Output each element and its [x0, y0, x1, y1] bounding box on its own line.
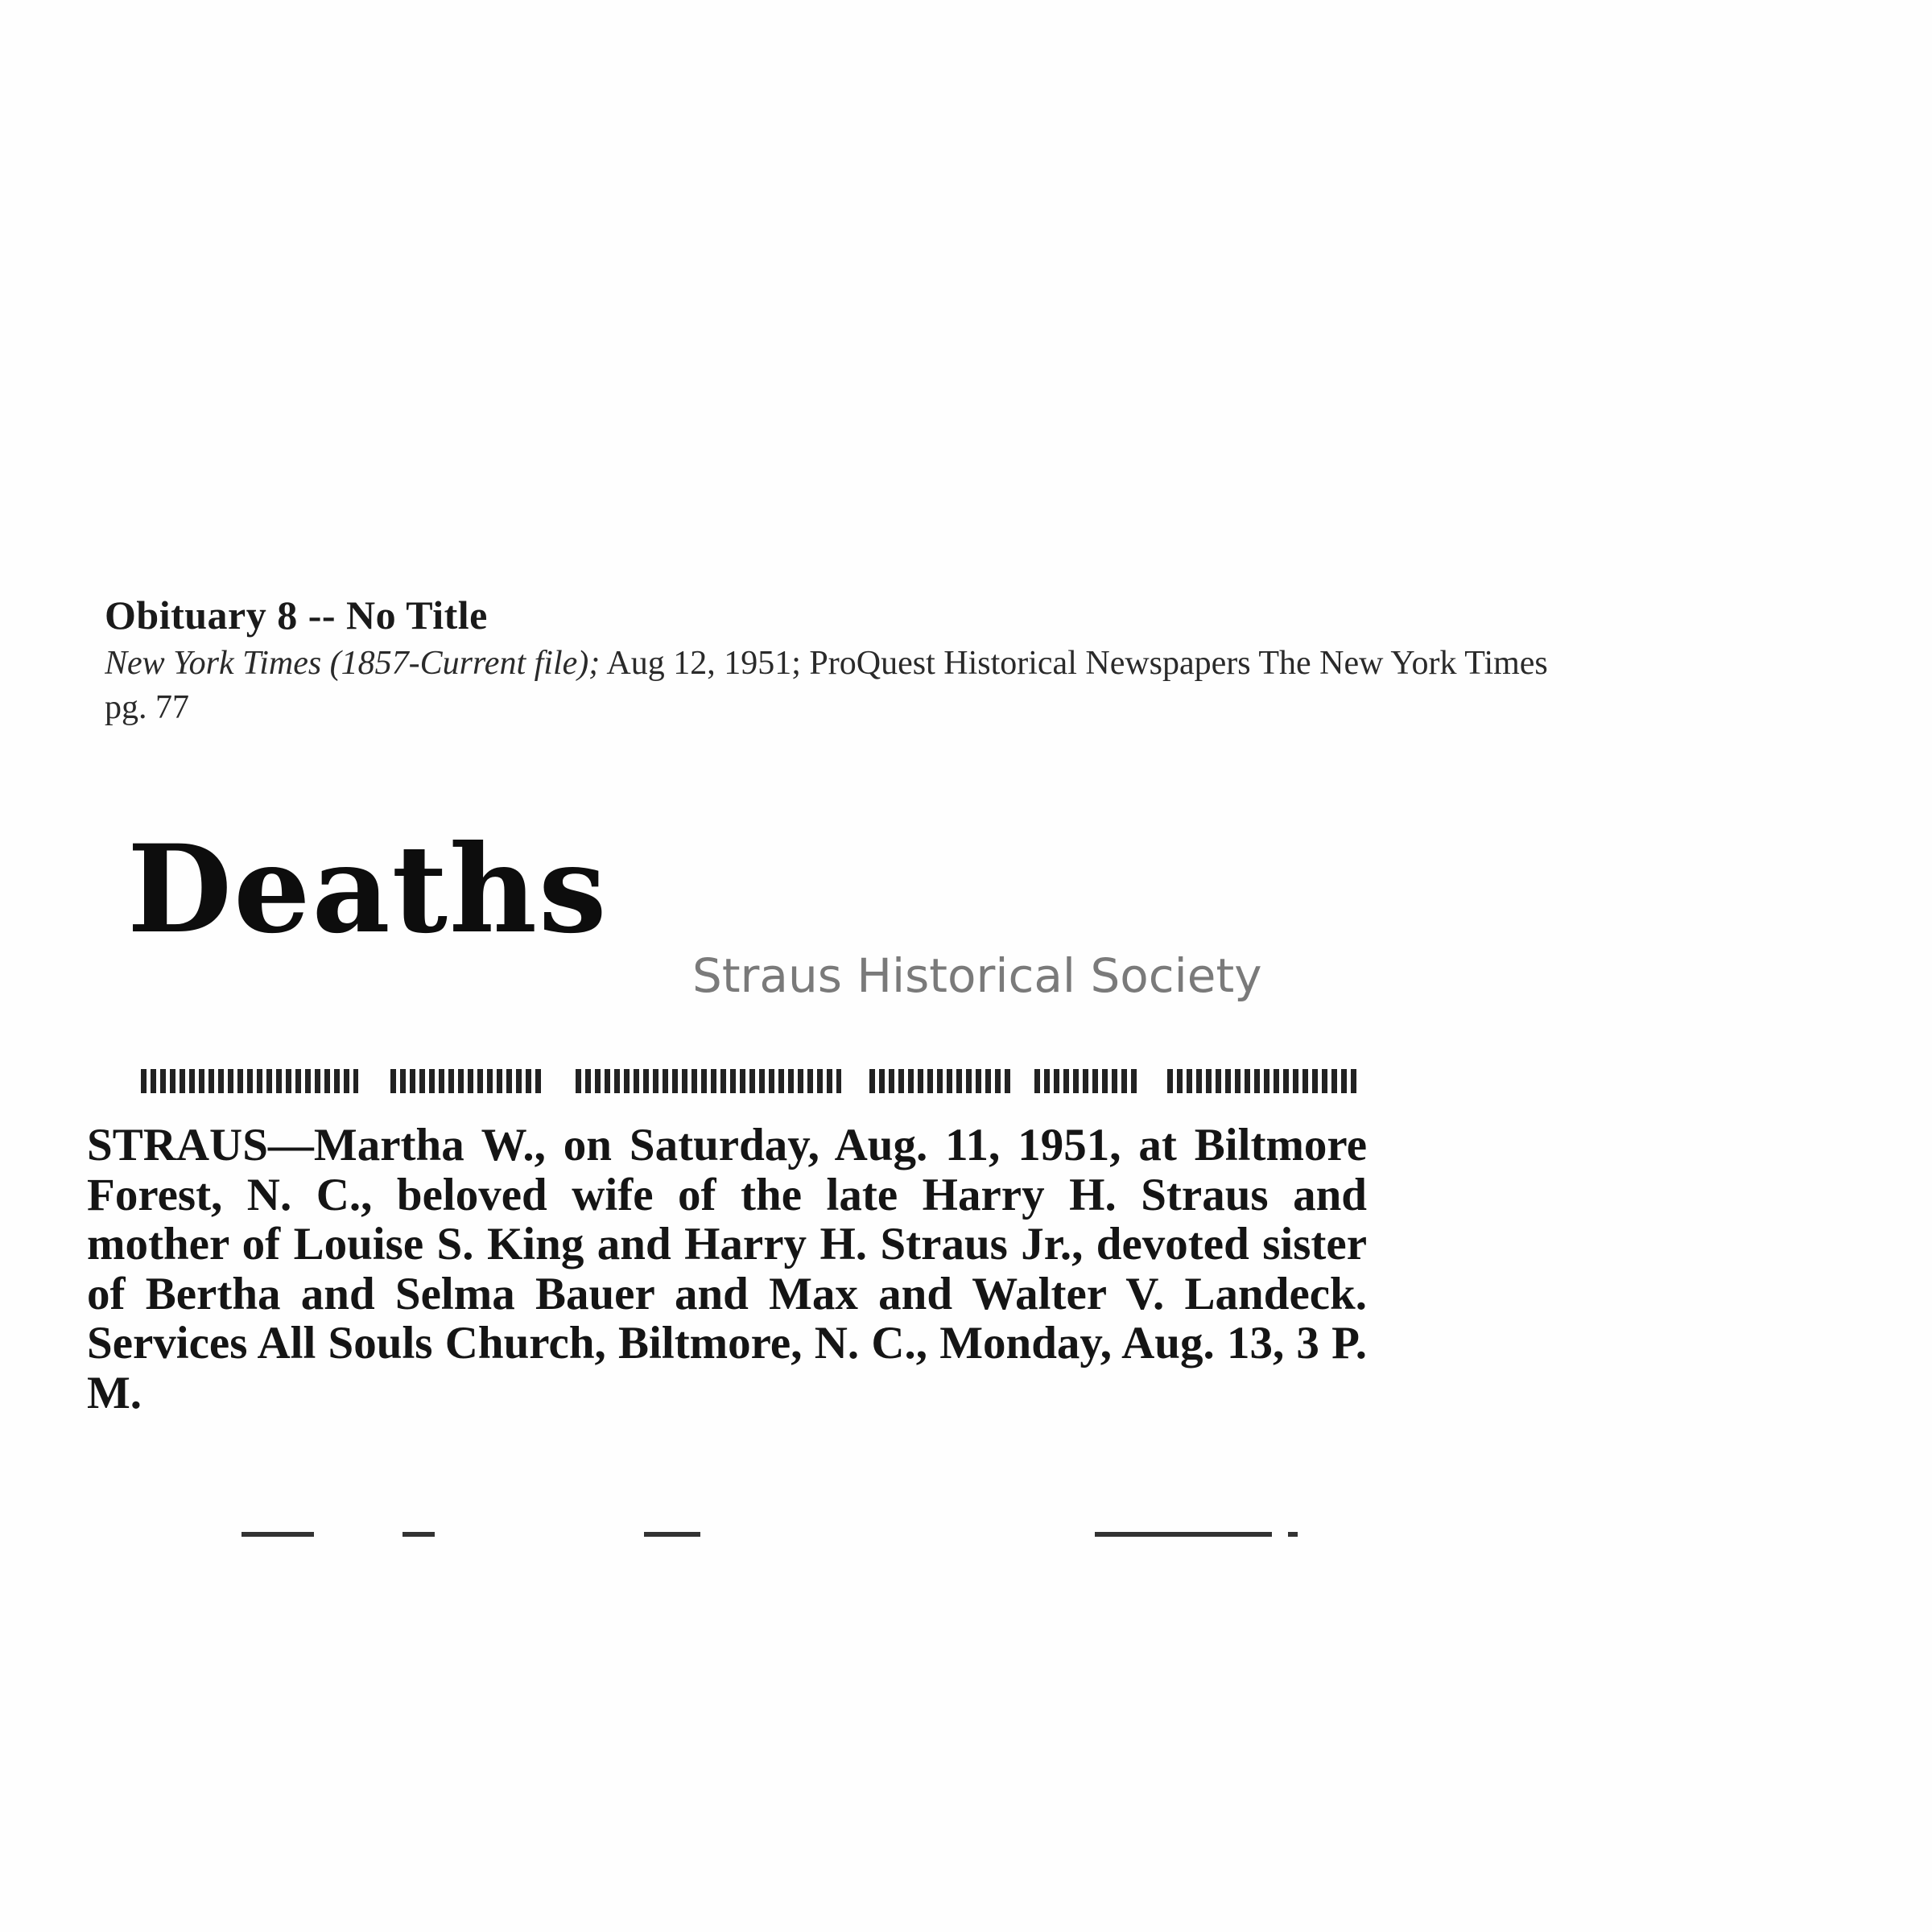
watermark: Straus Historical Society [692, 948, 1262, 1003]
citation-title: Obituary 8 -- No Title [105, 592, 488, 638]
citation-details: Aug 12, 1951; ProQuest Historical Newspapers The New York Times [600, 645, 1548, 682]
citation-source [105, 644, 1932, 683]
citation-page: pg. 77 [105, 689, 189, 726]
obituary-notice: STRAUS—Martha W., on Saturday, Aug. 11, 1951, at Biltmore Forest, N. C., beloved wife of the late Harry H. Straus and mother of Louise S. King and Harry H. Straus Jr., devoted sister of Bertha and Selma Bauer and Max and Walter V. Landeck. Services All Souls Church, Biltmore, N. C., Monday, Aug. 13, 3 P. M. [87, 1120, 1367, 1418]
cropped-text-fragments [242, 1532, 1304, 1540]
citation-publication: New York Times (1857-Current file); [105, 645, 601, 682]
cropped-text-line [141, 1061, 1364, 1093]
section-heading: Deaths [127, 819, 609, 960]
